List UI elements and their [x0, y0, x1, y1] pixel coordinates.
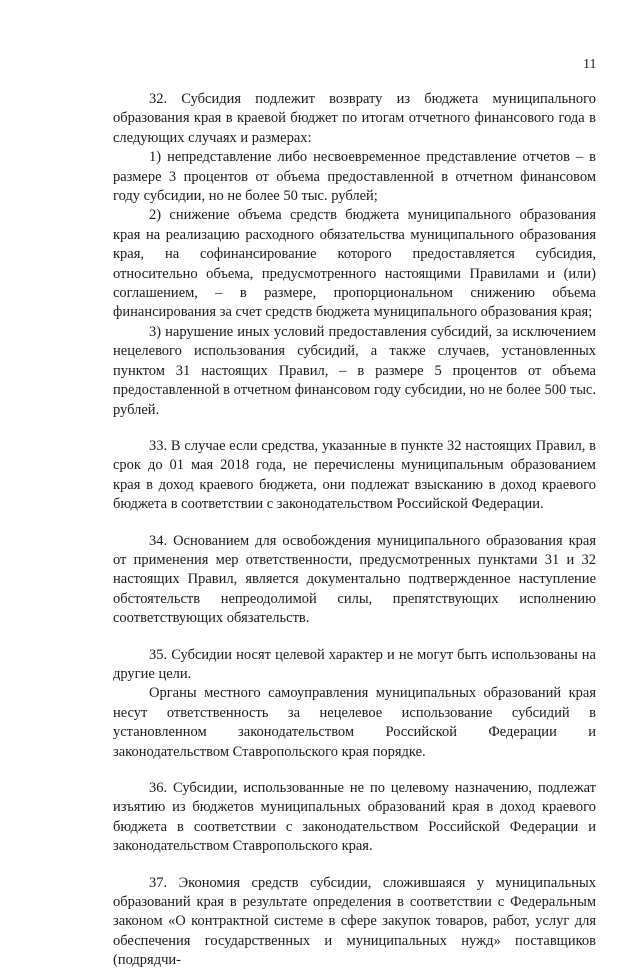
paragraph-33: 33. В случае если средства, указанные в пункте 32 настоящих Правил, в срок до 01 мая 2018 года, не перечислены муниципальным образованием края в доход краевого бюджета, они подлежат взысканию в доход краевого бюджета в соответствии с законодательством Российской Федерации. — [113, 437, 596, 513]
paragraph-32-item-3: 3) нарушение иных условий предоставления субсидий, за исключением нецелевого использования субсидий, а также случаев, установленных пунктом 31 настоящих Правил, – в размере 5 процентов от объема предоставленной в отчетном финансовом году субсидии, но не более 500 тыс. рублей. — [113, 323, 596, 418]
document-body — [113, 90, 596, 971]
paragraph-35-responsibility: Органы местного самоуправления муниципальных образований края несут ответственность за нецелевое использование субсидий в установленном законодательством Российской Федерации и законодательством Ставропольского края порядке. — [113, 685, 596, 760]
paragraph-32-intro: 32. Субсидия подлежит возврату из бюджета муниципального образования края в краевой бюджет по итогам отчетного финансового года в следующих случаях и размерах: — [113, 91, 596, 146]
paragraph-34: 34. Основанием для освобождения муниципального образования края от применения мер ответственности, предусмотренных пунктами 31 и 32 настоящих Правил, является документально подтвержденное наступление обстоятельств непреодолимой силы, препятствующих исполнению соответствующих обязательств. — [113, 532, 596, 627]
paragraph-32-item-2: 2) снижение объема средств бюджета муниципального образования края на реализацию расходного обязательства муниципального образования края, на софинансирование которого предоставляется субсидия, относительно объема, предусмотренного настоящими Правилами и (или) соглашением, – в размере, пропорциональном снижению объема финансирования за счет средств бюджета муниципального образования края; — [113, 207, 596, 321]
paragraph-37: 37. Экономия средств субсидии, сложившаяся у муниципальных образований края в результате определения в соответствии с Федеральным законом «О контрактной системе в сфере закупок товаров, работ, услуг для обеспечения государственных и муниципальных нужд» поставщиков (подрядчи- — [113, 874, 596, 969]
paragraph-35: 35. Субсидии носят целевой характер и не могут быть использованы на другие цели. — [113, 646, 596, 682]
page-number: 11 — [583, 57, 597, 72]
paragraph-32-item-1: 1) непредставление либо несвоевременное представление отчетов – в размере 3 процентов от объема предоставленной в отчетном финансовом году субсидии, но не более 50 тыс. рублей; — [113, 149, 596, 205]
paragraph-36: 36. Субсидии, использованные не по целевому назначению, подлежат изъятию из бюджетов муниципальных образований края в доход краевого бюджета в соответствии с законодательством Российской Федерации и законодательством Ставропольского края. — [113, 780, 596, 855]
